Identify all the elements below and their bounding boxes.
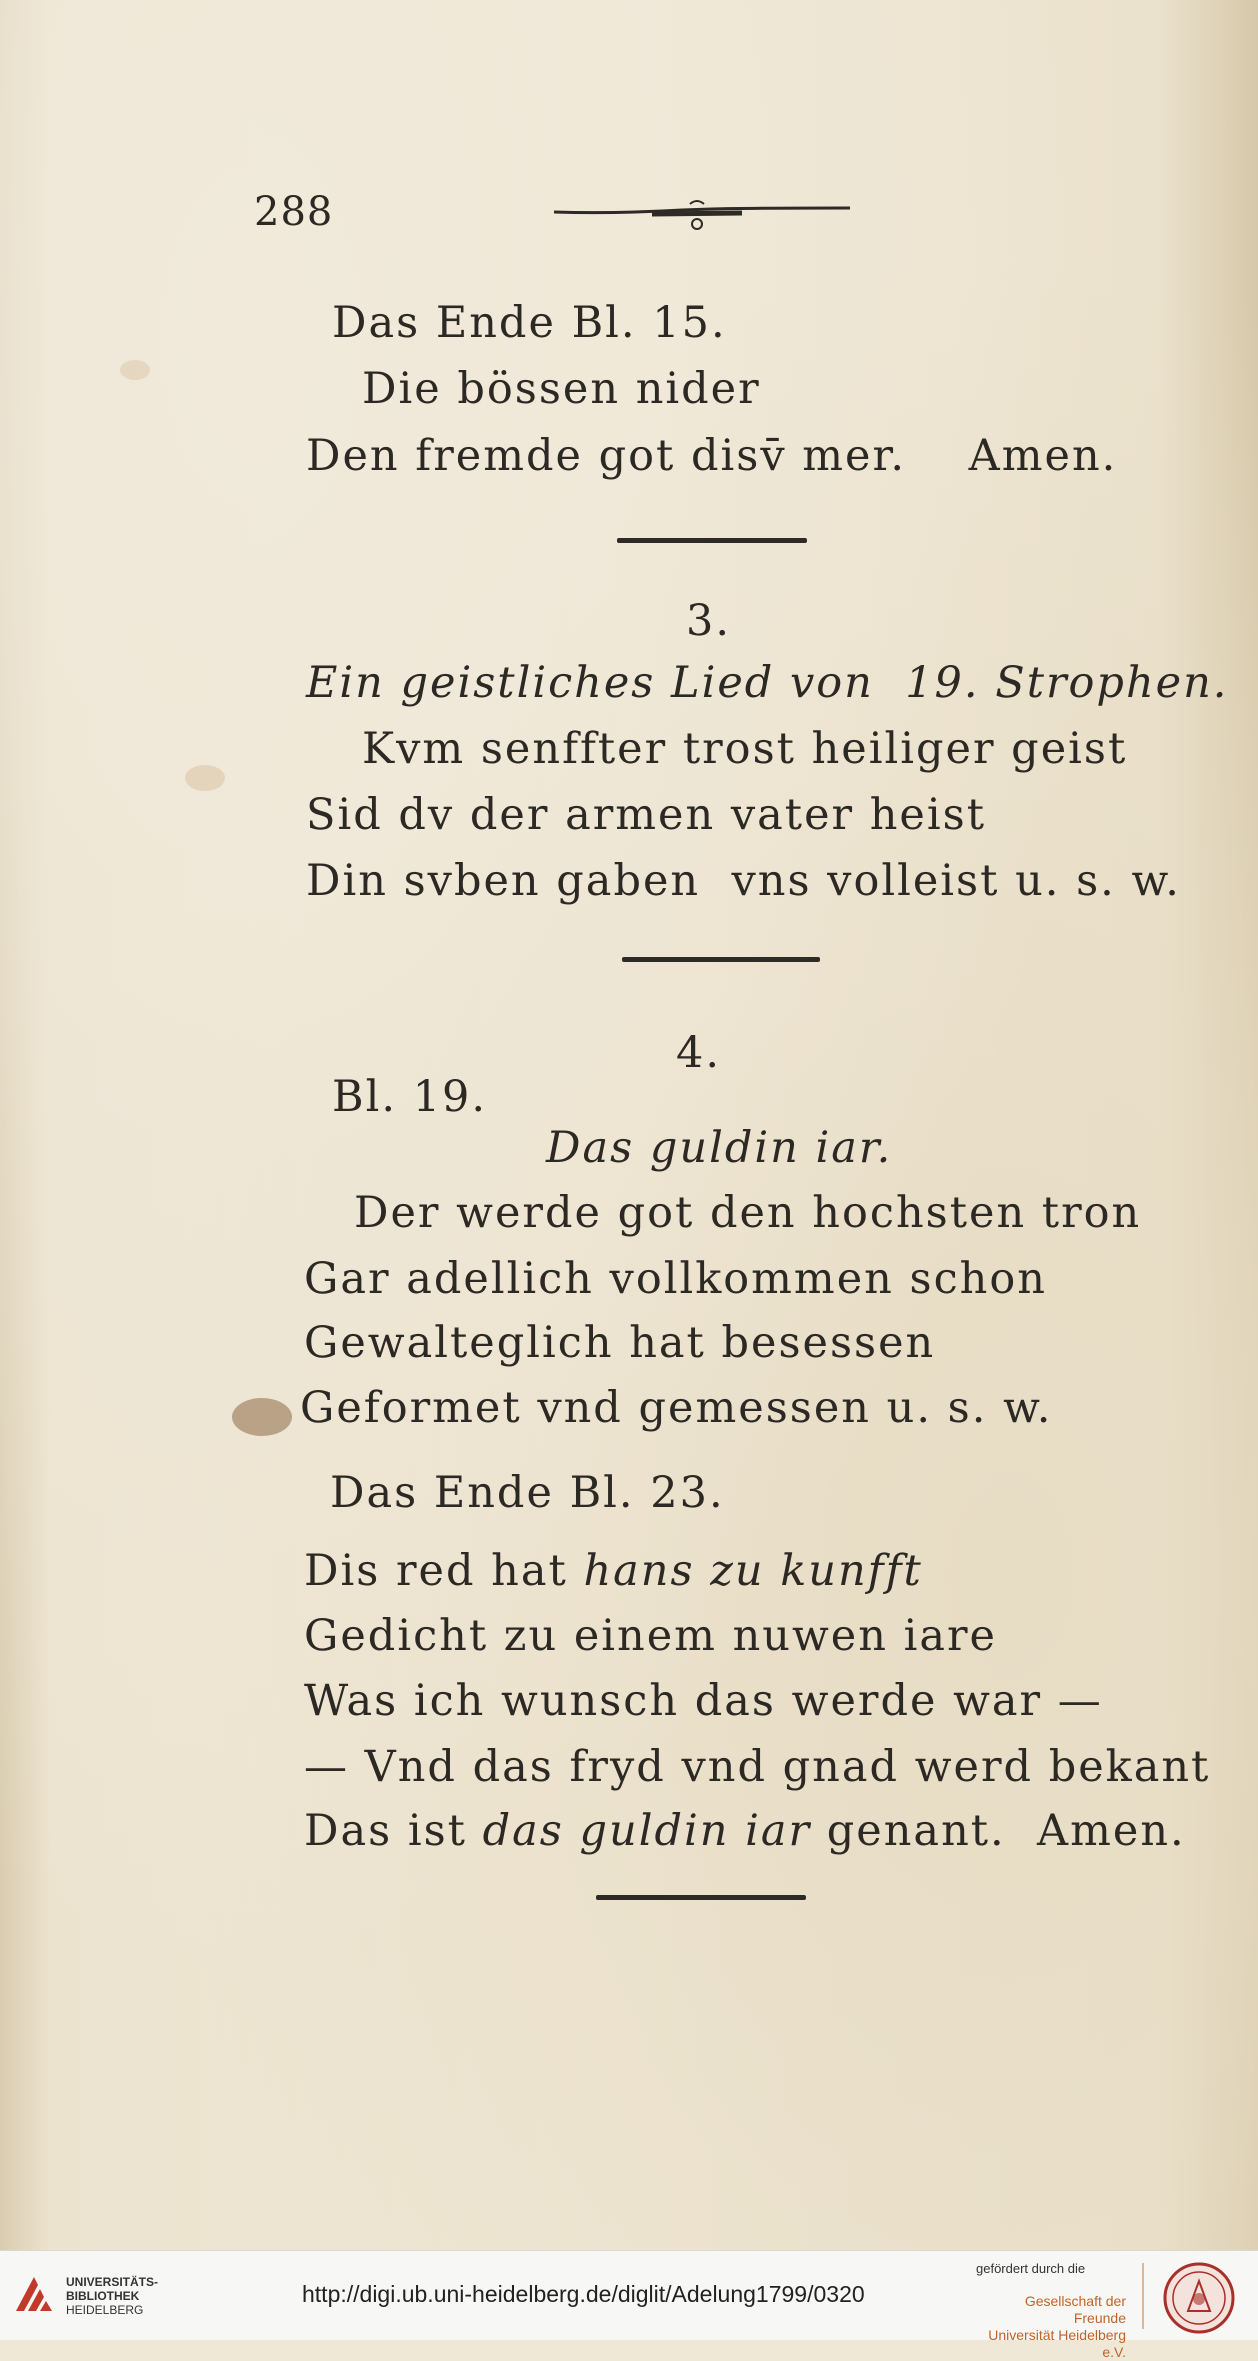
text-line: Bl. 19.	[332, 1072, 488, 1122]
text-line: Gedicht zu einem nuwen iare	[304, 1611, 997, 1661]
page-number: 288	[254, 189, 334, 235]
song-title: Das guldin iar.	[546, 1123, 893, 1173]
text-segment: Dis red hat	[304, 1546, 584, 1596]
text-segment: Das ist	[304, 1806, 483, 1856]
text-line: Din svben gaben vns volleist u. s. w.	[306, 856, 1181, 906]
text-line: Geformet vnd gemessen u. s. w.	[300, 1383, 1053, 1433]
footer-divider	[1142, 2263, 1144, 2329]
section-divider	[596, 1895, 806, 1900]
header-ornament	[552, 196, 852, 236]
song-title: Ein geistliches Lied von 19. Strophen.	[306, 658, 1229, 708]
text-line: Was ich wunsch das werde war —	[304, 1676, 1103, 1726]
ink-stain	[120, 360, 150, 380]
text-line: Den fremde got disv̄ mer. Amen.	[306, 431, 1118, 481]
section-number: 3.	[686, 596, 732, 646]
ink-stain	[185, 765, 225, 791]
text-line: Gar adellich vollkommen schon	[304, 1254, 1047, 1304]
funded-by-label: gefördert durch die	[976, 2261, 1086, 2276]
ink-stain	[232, 1398, 292, 1436]
text-line	[304, 1806, 1186, 1856]
text-line: Die bössen nider	[362, 364, 761, 414]
society-name: Gesellschaft der Freunde Universität Heidelberg e.V.	[988, 2293, 1126, 2360]
text-line: — Vnd das fryd vnd gnad werd bekant	[304, 1742, 1211, 1792]
university-seal-icon	[1158, 2261, 1240, 2335]
university-library-logo	[12, 2271, 58, 2317]
text-line: Kvm senffter trost heiliger geist	[362, 724, 1128, 774]
permalink[interactable]: http://digi.ub.uni-heidelberg.de/diglit/Adelung1799/0320	[302, 2281, 865, 2307]
text-segment: genant. Amen.	[811, 1806, 1186, 1856]
author-name: hans zu kunfft	[583, 1546, 923, 1596]
song-title-inline: das guldin iar	[482, 1806, 812, 1856]
text-line: Das Ende Bl. 23.	[330, 1468, 725, 1518]
text-line: Der werde got den hochsten tron	[354, 1188, 1142, 1238]
text-line: Das Ende Bl. 15.	[332, 298, 727, 348]
viewer-footer	[0, 2250, 1258, 2360]
section-divider	[617, 538, 807, 543]
text-line: Sid dv der armen vater heist	[306, 790, 986, 840]
section-number: 4.	[676, 1028, 722, 1078]
text-line	[304, 1546, 923, 1596]
library-name: UNIVERSITÄTS- BIBLIOTHEK HEIDELBERG	[66, 2275, 159, 2317]
section-divider	[622, 957, 820, 962]
text-line: Gewalteglich hat besessen	[304, 1318, 936, 1368]
